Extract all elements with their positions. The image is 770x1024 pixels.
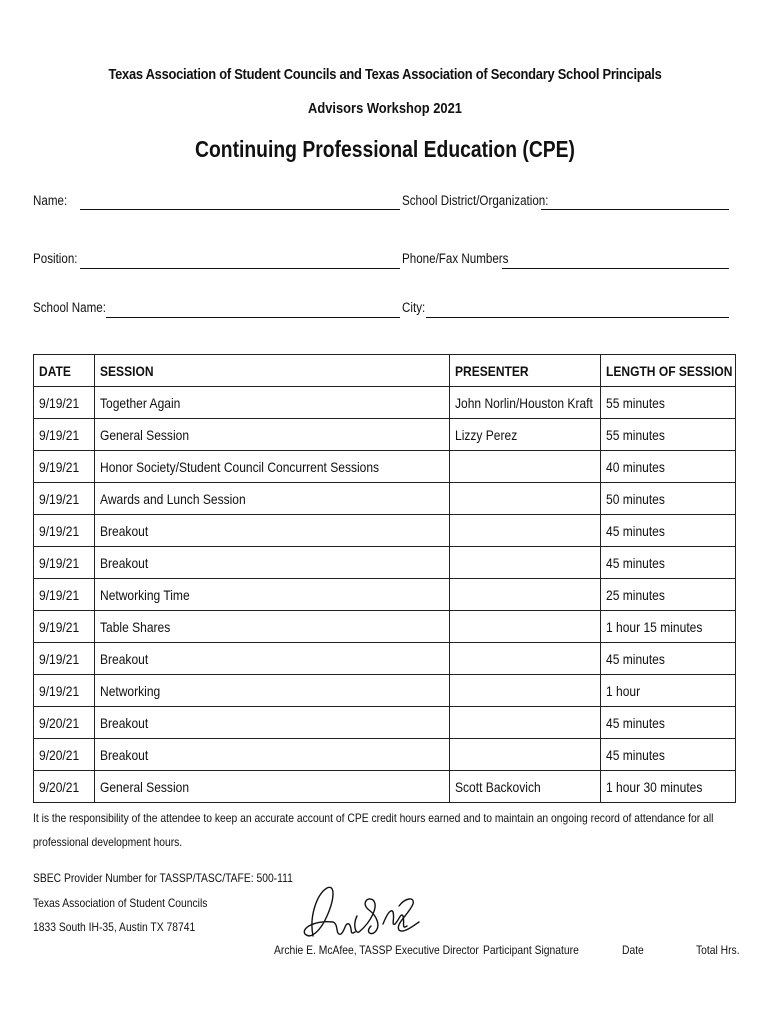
presenter-cell xyxy=(450,451,601,483)
session-cell: Breakout xyxy=(95,643,450,675)
table-row xyxy=(34,451,736,483)
length-cell: 45 minutes xyxy=(601,515,736,547)
position-label: Position: xyxy=(33,251,78,266)
responsibility-note: It is the responsibility of the attendee to keep an accurate account of CPE credit hours earned and to maintain an ongoing record of attendance for all professional development hours. xyxy=(33,811,714,849)
table-row xyxy=(34,611,736,643)
length-cell: 40 minutes xyxy=(601,451,736,483)
position-field[interactable] xyxy=(80,268,400,269)
date-cell: 9/19/21 xyxy=(34,515,95,547)
provider-organization: Texas Association of Student Councils xyxy=(33,896,208,910)
length-header: LENGTH OF SESSION xyxy=(601,355,736,387)
director-name: Archie E. McAfee, TASSP Executive Director xyxy=(274,943,479,957)
table-header-row xyxy=(34,355,736,387)
name-field[interactable] xyxy=(80,209,400,210)
presenter-cell: John Norlin/Houston Kraft xyxy=(450,387,601,419)
length-cell: 55 minutes xyxy=(601,419,736,451)
name-label: Name: xyxy=(33,193,68,208)
date-label: Date xyxy=(622,943,644,957)
presenter-cell: Lizzy Perez xyxy=(450,419,601,451)
presenter-cell xyxy=(450,675,601,707)
session-cell: Breakout xyxy=(95,547,450,579)
session-cell: Awards and Lunch Session xyxy=(95,483,450,515)
date-cell: 9/20/21 xyxy=(34,707,95,739)
presenter-cell xyxy=(450,515,601,547)
session-cell: General Session xyxy=(95,419,450,451)
total-hours-label: Total Hrs. xyxy=(696,943,740,957)
document-title: Continuing Professional Education (CPE) xyxy=(195,136,575,162)
table-row xyxy=(34,643,736,675)
participant-signature-label: Participant Signature xyxy=(483,943,579,957)
table-row xyxy=(34,547,736,579)
sbec-provider-number: SBEC Provider Number for TASSP/TASC/TAFE: 500-111 xyxy=(33,871,293,885)
table-row xyxy=(34,579,736,611)
session-cell: General Session xyxy=(95,771,450,803)
date-cell: 9/20/21 xyxy=(34,739,95,771)
school-name-field[interactable] xyxy=(106,317,400,318)
date-cell: 9/19/21 xyxy=(34,451,95,483)
phone-label: Phone/Fax Numbers xyxy=(402,251,509,266)
school-name-label: School Name: xyxy=(33,300,106,315)
table-row xyxy=(34,739,736,771)
session-cell: Together Again xyxy=(95,387,450,419)
date-cell: 9/19/21 xyxy=(34,611,95,643)
session-cell: Networking Time xyxy=(95,579,450,611)
date-cell: 9/19/21 xyxy=(34,387,95,419)
city-label: City: xyxy=(402,300,426,315)
table-row xyxy=(34,675,736,707)
length-cell: 45 minutes xyxy=(601,643,736,675)
workshop-title: Advisors Workshop 2021 xyxy=(308,100,462,117)
date-header: DATE xyxy=(34,355,95,387)
session-cell: Breakout xyxy=(95,707,450,739)
sessions-table xyxy=(33,354,736,803)
presenter-cell xyxy=(450,707,601,739)
length-cell: 45 minutes xyxy=(601,739,736,771)
district-field[interactable] xyxy=(541,209,729,210)
length-cell: 25 minutes xyxy=(601,579,736,611)
date-cell: 9/19/21 xyxy=(34,419,95,451)
presenter-cell xyxy=(450,643,601,675)
table-row xyxy=(34,771,736,803)
table-row xyxy=(34,387,736,419)
presenter-cell xyxy=(450,611,601,643)
presenter-cell xyxy=(450,739,601,771)
presenter-cell xyxy=(450,579,601,611)
director-signature xyxy=(295,876,425,946)
length-cell: 1 hour 15 minutes xyxy=(601,611,736,643)
presenter-header: PRESENTER xyxy=(450,355,601,387)
date-cell: 9/20/21 xyxy=(34,771,95,803)
session-cell: Breakout xyxy=(95,739,450,771)
presenter-cell xyxy=(450,483,601,515)
session-cell: Honor Society/Student Council Concurrent Sessions xyxy=(95,451,450,483)
length-cell: 55 minutes xyxy=(601,387,736,419)
session-cell: Table Shares xyxy=(95,611,450,643)
session-header: SESSION xyxy=(95,355,450,387)
date-cell: 9/19/21 xyxy=(34,675,95,707)
organization-title: Texas Association of Student Councils and Texas Association of Secondary School Principals xyxy=(108,66,662,83)
table-row xyxy=(34,419,736,451)
city-field[interactable] xyxy=(426,317,729,318)
date-cell: 9/19/21 xyxy=(34,547,95,579)
provider-address: 1833 South IH-35, Austin TX 78741 xyxy=(33,920,196,934)
phone-field[interactable] xyxy=(502,268,729,269)
session-cell: Breakout xyxy=(95,515,450,547)
session-cell: Networking xyxy=(95,675,450,707)
table-row xyxy=(34,707,736,739)
table-row xyxy=(34,515,736,547)
length-cell: 45 minutes xyxy=(601,547,736,579)
date-cell: 9/19/21 xyxy=(34,483,95,515)
date-cell: 9/19/21 xyxy=(34,579,95,611)
table-row xyxy=(34,483,736,515)
length-cell: 1 hour xyxy=(601,675,736,707)
presenter-cell: Scott Backovich xyxy=(450,771,601,803)
presenter-cell xyxy=(450,547,601,579)
length-cell: 45 minutes xyxy=(601,707,736,739)
date-cell: 9/19/21 xyxy=(34,643,95,675)
length-cell: 1 hour 30 minutes xyxy=(601,771,736,803)
district-label: School District/Organization: xyxy=(402,193,549,208)
length-cell: 50 minutes xyxy=(601,483,736,515)
